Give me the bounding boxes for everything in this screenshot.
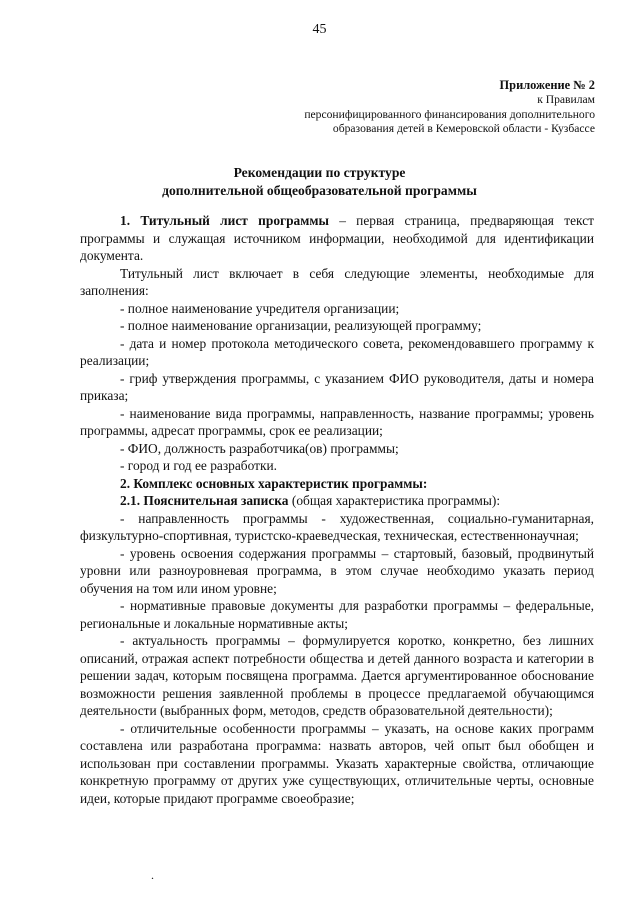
paragraph-text: - ФИО, должность разработчика(ов) программы;	[120, 440, 399, 456]
paragraph-text: - гриф утверждения программы, с указанием ФИО руководителя, даты и номера приказа;	[80, 370, 594, 403]
paragraph-lead: 1. Титульный лист программы	[120, 213, 329, 228]
paragraph	[80, 440, 594, 458]
appendix-line: образования детей в Кемеровской области - Кузбассе	[332, 122, 595, 136]
paragraph	[80, 597, 594, 632]
paragraph	[80, 475, 594, 493]
appendix-line: персонифицированного финансирования дополнительного	[304, 107, 595, 121]
paragraph	[80, 370, 594, 405]
appendix-block	[175, 78, 595, 137]
paragraph	[80, 457, 594, 475]
paragraph-text: - отличительные особенности программы – указать, на основе каких программ составлена или разработана программа: назвать авторов, чей опыт был обобщен и использован при составлении программы. Указать характерные свойства, отличающие конкретную программу от других уже существующих, отличительные черты, основные идеи, которые придают программе своеобразие;	[80, 720, 594, 806]
heading-line: дополнительной общеобразовательной программы	[162, 182, 477, 198]
paragraph-text: – первая страница, предваряющая текст программы и служащая источником информации, необходимой для идентификации документа.	[80, 213, 594, 263]
paragraph-text: - направленность программы - художественная, социально-гуманитарная, физкультурно-спортивная, туристско-краеведческая, техническая, естественнонаучная;	[80, 510, 594, 543]
paragraph	[80, 510, 594, 545]
appendix-line: к Правилам	[537, 92, 595, 106]
paragraph	[80, 720, 594, 808]
paragraph-text: - нормативные правовые документы для разработки программы – федеральные, региональные и локальные нормативные акты;	[80, 598, 594, 631]
appendix-title: Приложение № 2	[499, 78, 595, 92]
paragraph-text: (общая характеристика программы):	[288, 493, 501, 508]
paragraph-text: - уровень освоения содержания программы – стартовый, базовый, продвинутый уровни или разноуровневая программа, в этом случае необходимо указать период обучения на том или ином уровне;	[80, 545, 594, 596]
paragraph-text: - город и год ее разработки.	[120, 458, 277, 473]
paragraph-lead: 2.1. Пояснительная записка	[120, 493, 289, 508]
page-number: 45	[312, 22, 327, 37]
paragraph	[80, 335, 594, 370]
paragraph-lead: 2. Комплекс основных характеристик программы:	[120, 475, 428, 491]
paragraph	[80, 300, 594, 318]
paragraph	[80, 212, 594, 265]
paragraph-text: - актуальность программы – формулируется коротко, конкретно, без лишних описаний, отражая аспект потребности общества и детей данного возраста и категории в решении задач, которым посвящена программа. Дается аргументированное обоснование возможности решения заявленной проблемы в процессе предлагаемой обучающимся деятельности (выбранных форм, методов, средств образовательной деятельности);	[80, 633, 594, 718]
paragraph-text: - наименование вида программы, направленность, название программы; уровень программы, адресат программы, срок ее реализации;	[80, 405, 594, 438]
paragraph	[80, 545, 594, 598]
paragraph-text: - полное наименование учредителя организации;	[120, 300, 400, 316]
paragraph	[80, 317, 594, 335]
paragraph	[80, 492, 594, 510]
paragraph	[80, 265, 594, 300]
document-body	[80, 212, 594, 807]
paragraph-text: Титульный лист включает в себя следующие элементы, необходимые для заполнения:	[80, 265, 594, 298]
paragraph-text: - полное наименование организации, реализующей программу;	[120, 318, 482, 333]
paragraph-text: - дата и номер протокола методического совета, рекомендовавшего программу к реализации;	[80, 335, 594, 368]
paragraph	[80, 632, 594, 720]
heading-line: Рекомендации по структуре	[233, 165, 406, 180]
scan-mark: .	[151, 868, 154, 882]
document-heading	[0, 164, 639, 199]
paragraph	[80, 405, 594, 440]
